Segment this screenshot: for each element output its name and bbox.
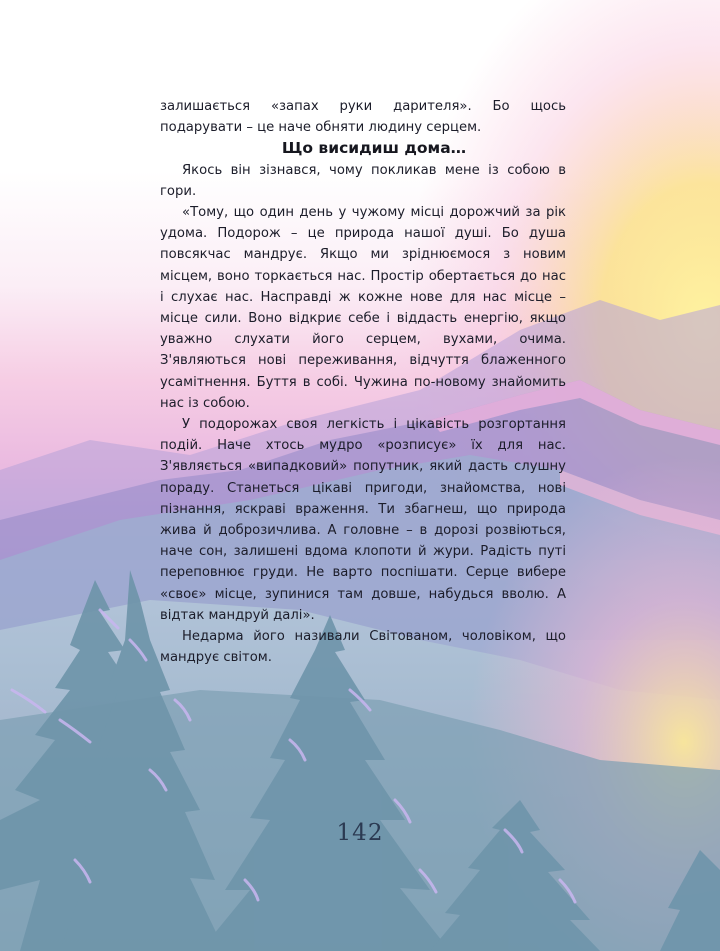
body-text	[160, 96, 566, 668]
section-heading: Що висидиш дома…	[281, 139, 467, 158]
paragraph: Якось він зізнався, чому покликав мене із собою в гори.	[160, 162, 566, 199]
paragraph: «Тому, що один день у чужому місці дорожчий за рік удома. Подорож – це природа нашої душі. Бо душа повсякчас мандрує. Якщо ми зріднюємося з новим місцем, воно торкається нас. Простір обертається до нас і слухає нас. Насправді ж кожне нове для нас місце – місце сили. Воно відкриє себе і віддасть енергію, якщо уважно слухати його серцем, вухами, очима. З'являються нові переживання, відчуття блаженного усамітнення. Буття в собі. Чужина по-новому знайомить нас із собою.	[160, 205, 566, 411]
page-number: 142	[336, 820, 384, 846]
paragraph: У подорожах своя легкість і цікавість розгортання подій. Наче хтось мудро «розписує» їх для нас. З'являється «випадковий» попутник, який дасть слушну пораду. Станеться цікаві пригоди, знайомства, нові пізнання, яскраві враження. Ти збагнеш, що природа жива й доброзичлива. А головне – в дорозі розвіються, наче сон, залишені вдома клопоти й жури. Радість путі переповнює груди. Не варто поспішати. Серце вибере «своє» місце, зупинися там довше, набудься вволю. А відтак мандруй далі».	[160, 417, 566, 623]
intro-paragraph: залишається «запах руки дарителя». Бо щось подарувати – це наче обняти людину серцем.	[160, 99, 566, 136]
paragraph: Недарма його називали Світованом, чоловіком, що мандрує світом.	[160, 629, 566, 666]
